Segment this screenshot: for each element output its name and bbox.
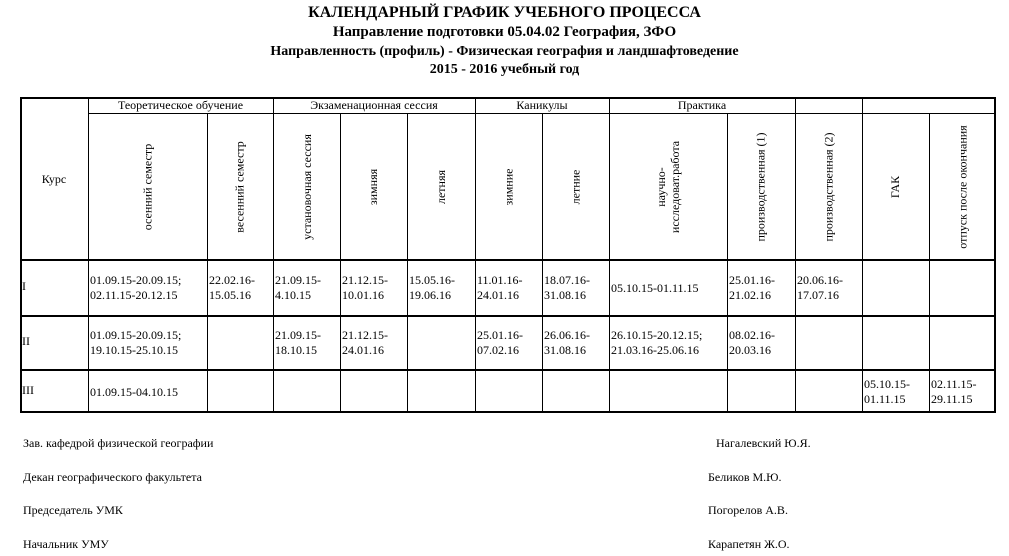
header-autumn-semester xyxy=(88,115,207,259)
cell-autumn: 01.09.15-20.09.15; 02.11.15-20.12.15 xyxy=(90,273,182,302)
row-course-1: I xyxy=(22,279,26,293)
table-border-bottom xyxy=(20,411,996,413)
header-winter-holidays xyxy=(475,115,542,259)
signature-position: Начальник УМУ xyxy=(23,537,109,551)
signature-position: Председатель УМК xyxy=(23,503,123,517)
header-label: производственная (2) xyxy=(821,132,836,242)
header-winter-exam xyxy=(340,115,407,259)
cell-leave: 02.11.15- 29.11.15 xyxy=(931,377,977,406)
header-research-work xyxy=(609,115,727,259)
header-label: летняя xyxy=(434,169,448,205)
header-spring-semester xyxy=(207,115,273,259)
cell-winter-exam: 21.12.15- 24.01.16 xyxy=(342,328,388,357)
header-label: научно- исследоват.работа xyxy=(653,140,682,234)
row-course-2: II xyxy=(22,334,30,348)
cell-prod1: 25.01.16- 21.02.16 xyxy=(729,273,775,302)
table-border-left xyxy=(20,97,22,413)
header-practice: Практика xyxy=(677,98,727,112)
header-holidays: Каникулы xyxy=(516,98,568,112)
header-label: ГАК xyxy=(888,175,903,199)
header-theory: Теоретическое обучение xyxy=(117,98,244,112)
cell-winter-hol: 11.01.16- 24.01.16 xyxy=(477,273,523,302)
header-label: производственная (1) xyxy=(754,132,769,242)
cell-winter-hol: 25.01.16- 07.02.16 xyxy=(477,328,523,357)
header-course: Курс xyxy=(41,172,67,186)
header-summer-holidays xyxy=(542,115,609,259)
header-label: летние xyxy=(568,169,583,205)
document-title: КАЛЕНДАРНЫЙ ГРАФИК УЧЕБНОГО ПРОЦЕССА xyxy=(308,4,701,21)
header-bottom-border xyxy=(20,259,996,261)
cell-autumn: 01.09.15-20.09.15; 19.10.15-25.10.15 xyxy=(90,328,182,357)
cell-summer-hol: 18.07.16- 31.08.16 xyxy=(544,273,590,302)
header-label: осенний семестр xyxy=(140,143,155,231)
cell-prod1: 08.02.16- 20.03.16 xyxy=(729,328,775,357)
row-course-3: III xyxy=(22,383,34,397)
header-label: зимние xyxy=(501,168,516,206)
cell-prod2: 20.06.16- 17.07.16 xyxy=(797,273,843,302)
signature-name: Беликов М.Ю. xyxy=(708,470,782,484)
header-summer-exam xyxy=(407,115,475,259)
header-label: зимняя xyxy=(366,168,381,206)
header-label: отпуск после окончания xyxy=(955,125,970,249)
cell-research: 26.10.15-20.12.15; 21.03.16-25.06.16 xyxy=(611,328,703,357)
signature-position: Декан географического факультета xyxy=(23,470,202,484)
cell-research: 05.10.15-01.11.15 xyxy=(611,280,699,295)
cell-spring: 22.02.16- 15.05.16 xyxy=(209,273,255,302)
header-exam-session: Экзаменационная сессия xyxy=(310,98,438,112)
cell-gak: 05.10.15- 01.11.15 xyxy=(864,377,910,406)
header-gak xyxy=(862,115,929,259)
cell-autumn: 01.09.15-04.10.15 xyxy=(90,384,178,399)
signature-position: Зав. кафедрой физической географии xyxy=(23,436,214,450)
header-leave-after-graduation xyxy=(929,115,996,259)
cell-winter-exam: 21.12.15- 10.01.16 xyxy=(342,273,388,302)
program-profile: Направленность (профиль) - Физическая география и ландшафтоведение xyxy=(270,44,739,59)
cell-orient: 21.09.15- 18.10.15 xyxy=(275,328,321,357)
cell-summer-hol: 26.06.16- 31.08.16 xyxy=(544,328,590,357)
header-production-practice-2 xyxy=(795,115,862,259)
program-direction: Направление подготовки 05.04.02 География, ЗФО xyxy=(332,24,677,40)
header-label: весенний семестр xyxy=(233,141,248,233)
signature-name: Нагалевский Ю.Я. xyxy=(716,436,811,450)
schedule-table xyxy=(20,97,996,413)
signature-name: Погорелов А.В. xyxy=(708,503,788,517)
header-orientation-session xyxy=(273,115,340,259)
cell-summer-exam: 15.05.16- 19.06.16 xyxy=(409,273,455,302)
header-label: установочная сессия xyxy=(299,134,314,240)
academic-year: 2015 - 2016 учебный год xyxy=(429,62,580,77)
cell-orient: 21.09.15- 4.10.15 xyxy=(275,273,321,302)
row-divider xyxy=(20,315,996,317)
signature-name: Карапетян Ж.О. xyxy=(708,537,790,551)
row-divider xyxy=(20,369,996,371)
header-production-practice-1 xyxy=(727,115,795,259)
